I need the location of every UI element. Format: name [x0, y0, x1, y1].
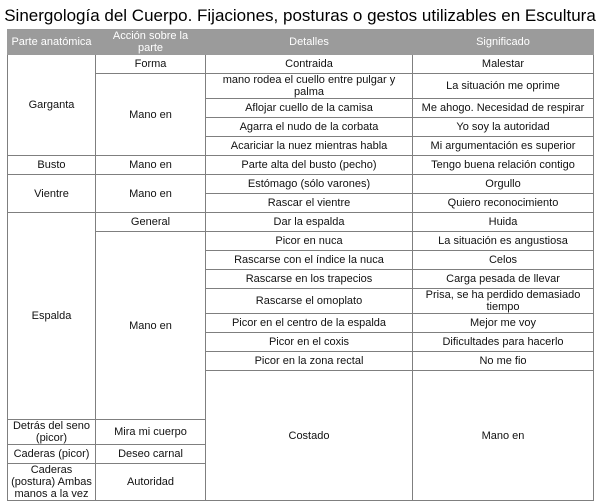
cell-significado: Dificultades para hacerlo — [413, 333, 594, 352]
cell-parte-anatomica: Garganta — [8, 55, 96, 156]
table-row — [8, 156, 594, 175]
data-table — [7, 29, 594, 501]
cell-detalle: Caderas (postura) Ambas manos a la vez — [8, 464, 96, 501]
cell-detalle: Acariciar la nuez mientras habla — [206, 137, 413, 156]
cell-significado: Mejor me voy — [413, 314, 594, 333]
cell-detalle: Contraida — [206, 55, 413, 74]
cell-detalle: Dar la espalda — [206, 213, 413, 232]
cell-significado: Mira mi cuerpo — [96, 420, 206, 445]
cell-detalle: Caderas (picor) — [8, 445, 96, 464]
cell-detalle: mano rodea el cuello entre pulgar y palma — [206, 74, 413, 99]
cell-parte-anatomica: Costado — [206, 371, 413, 501]
cell-accion: Mano en — [96, 74, 206, 156]
header-parte-anatomica: Parte anatómica — [8, 30, 96, 55]
cell-parte-anatomica: Busto — [8, 156, 96, 175]
cell-significado: Me ahogo. Necesidad de respirar — [413, 99, 594, 118]
cell-detalle: Estómago (sólo varones) — [206, 175, 413, 194]
cell-detalle: Rascar el vientre — [206, 194, 413, 213]
cell-significado: Carga pesada de llevar — [413, 270, 594, 289]
cell-accion: Mano en — [96, 175, 206, 213]
cell-detalle: Rascarse el omoplato — [206, 289, 413, 314]
cell-significado: Autoridad — [96, 464, 206, 501]
table-row — [8, 213, 594, 232]
cell-accion: Forma — [96, 55, 206, 74]
header-detalles: Detalles — [206, 30, 413, 55]
table-row — [8, 175, 594, 194]
cell-significado: Celos — [413, 251, 594, 270]
cell-significado: La situación me oprime — [413, 74, 594, 99]
header-significado: Significado — [413, 30, 594, 55]
cell-accion: General — [96, 213, 206, 232]
table-row — [8, 55, 594, 74]
table-row — [8, 74, 594, 99]
cell-significado: Mi argumentación es superior — [413, 137, 594, 156]
cell-significado: Quiero reconocimiento — [413, 194, 594, 213]
cell-detalle: Picor en nuca — [206, 232, 413, 251]
cell-detalle: Rascarse en los trapecios — [206, 270, 413, 289]
cell-significado: Orgullo — [413, 175, 594, 194]
cell-significado: Yo soy la autoridad — [413, 118, 594, 137]
cell-accion: Mano en — [96, 232, 206, 420]
table-body — [8, 55, 594, 501]
page-title: Sinergología del Cuerpo. Fijaciones, posturas o gestos utilizables en Escultura — [4, 6, 596, 25]
cell-significado: Deseo carnal — [96, 445, 206, 464]
cell-significado: La situación es angustiosa — [413, 232, 594, 251]
cell-parte-anatomica: Vientre — [8, 175, 96, 213]
cell-accion: Mano en — [96, 156, 206, 175]
cell-detalle: Parte alta del busto (pecho) — [206, 156, 413, 175]
cell-detalle: Aflojar cuello de la camisa — [206, 99, 413, 118]
cell-significado: Huida — [413, 213, 594, 232]
cell-detalle: Picor en el centro de la espalda — [206, 314, 413, 333]
cell-significado: Malestar — [413, 55, 594, 74]
table-row — [8, 232, 594, 251]
header-accion: Acción sobre la parte — [96, 30, 206, 55]
cell-significado: Tengo buena relación contigo — [413, 156, 594, 175]
cell-significado: No me fio — [413, 352, 594, 371]
cell-accion: Mano en — [413, 371, 594, 501]
cell-significado: Prisa, se ha perdido demasiado tiempo — [413, 289, 594, 314]
cell-parte-anatomica: Espalda — [8, 213, 96, 420]
cell-detalle: Rascarse con el índice la nuca — [206, 251, 413, 270]
table-header-row — [8, 30, 594, 55]
cell-detalle: Agarra el nudo de la corbata — [206, 118, 413, 137]
cell-detalle: Picor en la zona rectal — [206, 352, 413, 371]
cell-detalle: Detrás del seno (picor) — [8, 420, 96, 445]
cell-detalle: Picor en el coxis — [206, 333, 413, 352]
